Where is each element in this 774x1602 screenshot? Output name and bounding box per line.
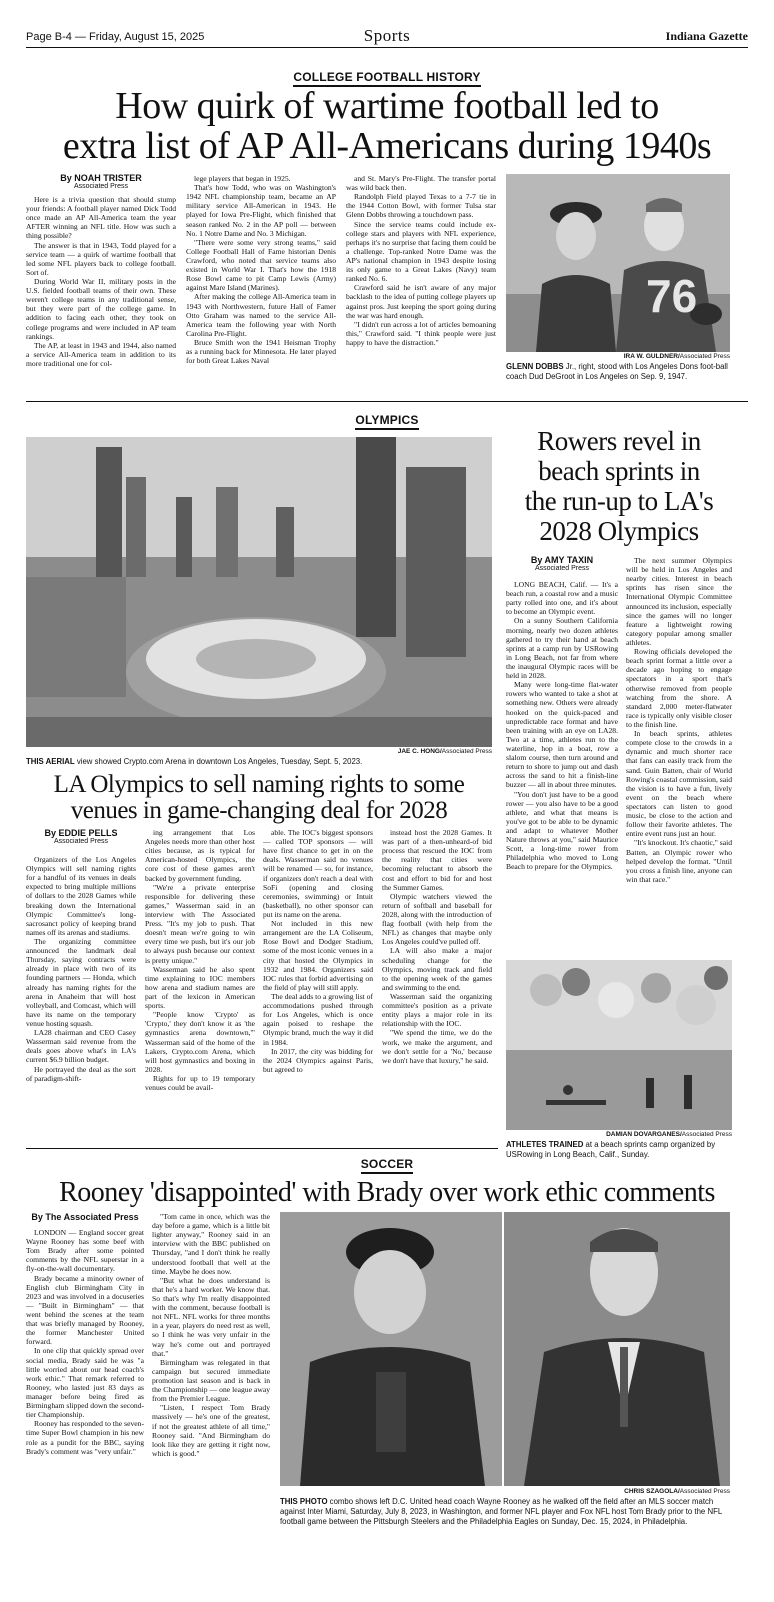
brady-photo-art — [504, 1212, 730, 1486]
arena-caption: THIS AERIAL view showed Crypto.com Arena in downtown Los Angeles, Tuesday, Sept. 5, 2023. — [26, 757, 363, 766]
soccer-headline: Rooney 'disappointed' with Brady over work ethic comments — [59, 1177, 715, 1208]
dobbs-photo-art — [506, 174, 730, 352]
page-header — [26, 26, 748, 48]
olympics-headline: LA Olympics to sell naming rights to some venues in game-changing deal for 2028 — [53, 771, 465, 824]
arena-aerial-photo — [26, 437, 492, 747]
soccer-byline-block — [26, 1212, 144, 1222]
story1-byline-block — [26, 173, 176, 196]
olympics-byline-block — [26, 828, 136, 851]
rowers-col2: The next summer Olympics will be held in Los Angeles and nearby cities. Interest in beach sprints has risen since the International Olympic Committee announced its inclusion, especially since the games will no longer feature a lightweight rowing category popular among smaller athletes. Rowing officials developed the beach sprint format a little over a decade ago hoping to engage spectators in a sport that's otherwise removed from people watching from the shore. A standard 2,000 meter-flatwater race is typically only visible closer to the finish line. In beach sprints, athletes compete close to the crowds in a dynamic and much shorter race that fans can easily track from the sand. Guin Batten, chair of World Rowing's coastal commission, said the vision is to have a fun, lively event on the beach where spectators can listen to good music, be close to the action and follow their favorite athletes. The entire event runs just an hour. "It's knockout. It's chaotic," said Batten, an Olympic rower who helped develop the format. "Until you cross a finish line, anyone can win that race." — [626, 556, 732, 884]
olympics-org: Associated Press — [53, 838, 109, 845]
rowers-photo-credit: DAMIAN DOVARGANES/Associated Press — [606, 1131, 732, 1138]
soccer-byline: By The Associated Press — [31, 1212, 139, 1222]
brady-photo — [504, 1212, 730, 1486]
paper-name: Indiana Gazette — [665, 29, 748, 43]
divider — [26, 1148, 498, 1149]
rooney-photo-art — [280, 1212, 502, 1486]
section-name: Sports — [363, 26, 411, 45]
olympics-col3: able. The IOC's biggest sponsors — called TOP sponsors — will have first chance to get in on the deals. Wasserman said no venues will be renamed — so, for instance, if organizers don't reach a deal with SoFi (opening and closing ceremonies, swimming) or Intuit (basketball), no other sponsor can put its name on the arena. Not included in this new arrangement are the LA Coliseum, Rose Bowl and Dodger Stadium, some of the most iconic venues in a city that hosted the Olympics in 1932 and 1984. Organizers said IOC rules that forbid advertising on the field of play will still apply. The deal adds to a growing list of accommodations pushed through for Los Angeles, which is once again poised to reshape the Olympic brand, much the way it did in 1984. In 2017, the city was bidding for the 2024 Olympics against Paris, but agreed to — [263, 828, 373, 1074]
rowers-org: Associated Press — [534, 565, 590, 572]
rowers-byline-block — [506, 555, 618, 578]
divider — [26, 401, 748, 402]
story1-col2: lege players that began in 1925. That's how Todd, who was on Washington's 1942 NFL championship team, became an AP military service All-American in 1943. He played for Iowa Pre-Flight, which finished that season ranked No. 2 in the AP poll — between No. 1 Notre Dame and No. 3 Michigan. "There were some very strong teams," said College Football Hall of Fame historian Denis Crawford, who noted that service teams also existed in World War I. That's how the 1918 Rose Bowl came to pit Camp Lewis (Army) against Mare Island (Marines). After making the college All-America team in 1943 with Northwestern, future Hall of Famer Otto Graham was named to the service All-America team the following year with North Carolina Pre-Flight. Bruce Smith won the 1941 Heisman Trophy as a running back for Minnesota. He later played for both Great Lakes Naval — [186, 174, 336, 366]
soccer-kicker: SOCCER — [26, 1157, 748, 1171]
rowers-photo — [506, 960, 732, 1130]
olympics-col4: instead host the 2028 Games. It was part of a then-unheard-of bid process that rescued the IOC from the reality that cities were becoming reluctant to absorb the cost and effort to bid for and host the Summer Games. Olympic watchers viewed the return of softball and baseball for 2028, along with the introduction of flag football (with help from the NFL) as changes that maybe only Los Angeles could've pulled off. LA will also make a major scheduling change for the Olympics, moving track and field to the opening week of the games and swimming to the end. Wasserman said the organizing committee's position as a private entity plays a major role in its relationship with the IOC. "We spend the time, we do the work, we make the argument, and we don't settle for a 'No,' because we don't have that luxury," he said. — [382, 828, 492, 1065]
olympics-kicker: OLYMPICS — [26, 413, 748, 427]
soccer-caption: THIS PHOTO combo shows left D.C. United head coach Wayne Rooney as he walked off the field after an MLS soccer match against Inter Miami, Saturday, July 8, 2023, in Washington, and former NFL player and Fox NFL host Tom Brady prior to the NFL football game between the Pittsburgh Steelers and the Philadelphia Eagles on Sunday, Dec. 15, 2024, in Philadelphia. — [280, 1497, 722, 1527]
olympics-byline: By EDDIE PELLS — [44, 828, 118, 838]
rowers-caption: ATHLETES TRAINED at a beach sprints camp organized by USRowing in Long Beach, Calif., Sunday. — [506, 1140, 716, 1160]
soccer-col1: LONDON — England soccer great Wayne Rooney has some beef with Tom Brady after some pointed comments by the NFL superstar in a fly-on-the-wall documentary. Brady became a minority owner of English club Birmingham City in 2023 and was involved in a docuseries — "Built in Birmingham" — that went behind the scenes at the team that was briefly managed by Rooney, the former Manchester United forward. In one clip that quickly spread over social media, Brady said he was "a little worried about our head coach's work ethic." That remark referred to Rooney, who lasted just 83 days as manager before being fired as Birmingham slipped down the second-tier Championship. Rooney has responded to the seven-time Super Bowl champion in his new role as a pundit for the BBC, saying Brady's comment was "very unfair." — [26, 1228, 144, 1456]
jersey-number: 76 — [646, 270, 698, 322]
page-date: Page B-4 — Friday, August 15, 2025 — [26, 31, 205, 43]
dobbs-caption: GLENN DOBBS Jr., right, stood with Los Angeles Dons foot-ball coach Dud DeGroot in Los Angeles on Sep. 9, 1947. — [506, 362, 728, 382]
story1-col3: and St. Mary's Pre-Flight. The transfer portal was wild back then. Randolph Field played Texas to a 7-7 tie in the 1944 Cotton Bowl, with former Tulsa star Glenn Dobbs throwing a touchdown pass. Since the service teams could include ex-college stars and players with NFL experience, perhaps it's no surprise that facing them could be a challenge. Top-ranked Notre Dame was the AP's national champion in 1943 despite losing its only game to a Great Lakes (Navy) team ranked No. 6. Crawford said he isn't aware of any major backlash to the idea of putting college players up against pros. Just keeping the sport going during the war was hard enough. "I didn't run across a lot of articles bemoaning this," Crawford said. "I think people were just happy to have the distraction." — [346, 174, 496, 347]
story1-org: Associated Press — [73, 183, 129, 190]
rowers-photo-art — [506, 960, 732, 1130]
story1-kicker: COLLEGE FOOTBALL HISTORY — [26, 70, 748, 84]
rowers-byline: By AMY TAXIN — [530, 555, 594, 565]
rooney-photo — [280, 1212, 502, 1486]
rowers-headline: Rowers revel in beach sprints in the run-up to LA's 2028 Olympics — [524, 426, 714, 546]
arena-photo-credit: JAE C. HONG/Associated Press — [397, 748, 492, 755]
rowers-col1: LONG BEACH, Calif. — It's a beach run, a coastal row and a music party rolled into one, and it's about to become an Olympic event. On a sunny Southern California morning, nearly two dozen athletes gathered to try their hand at beach sprints at a camp run by USRowing in Long Beach, not far from where the inaugural Olympic races will be held in 2028. Many were long-time flat-water rowers who wanted to take a shot at something new. Others were already hooked on the quick-paced and unpredictable race format and have been training with an eye on LA28. Two at a time, athletes run to the waterline, hop in a boat, row a slalom course, then turn around and return to shore to jump out and dash across the sand to hit a finish-line buzzer — all in about three minutes. "You don't just have to be a good rower — you also have to be a good athlete, and what that means is you've got to be able to be dynamic and adapt to whatever Mother Nature throws at you," said Maurice Scott, a long-time rower from Philadelphia who moved to Long Beach to prepare for the Olympics. — [506, 580, 618, 872]
olympics-col2: ing arrangement that Los Angeles needs more than other host cities because, as is typical for American-hosted Olympics, the core cost of these games aren't backed by government funding. "We're a private enterprise responsible for delivering these games," Wasserman said in an interview with The Associated Press. "It's my job to push. That doesn't mean we're going to win every time we push, but it's our job to always push because our context is pretty unique." Wasserman said he also spent time explaining to IOC members how arena and stadium names are part of the lexicon in American sports. "People know 'Crypto' as 'Crypto,' they don't know it as 'the gymnastics arena downtown,'" Wasserman said of the home of the Lakers, Crypto.com Arena, which will host gymnastics and boxing in 2028. Rights for up to 19 temporary venues could be avail- — [145, 828, 255, 1093]
story1-byline: By NOAH TRISTER — [60, 173, 142, 183]
soccer-photo-credit: CHRIS SZAGOLA/Associated Press — [624, 1488, 730, 1495]
story1-headline: How quirk of wartime football led to extra list of AP All-Americans during 1940s — [62, 85, 712, 167]
arena-aerial-art — [26, 437, 492, 747]
story1-col1: Here is a trivia question that should stump your friends: A football player named Dick Todd once made an AP All-America team the year AFTER winning an NFL title. How was such a thing possible? The answer is that in 1943, Todd played for a service team — a quirk of wartime football that led some NFL players back to college football. Sort of. During World War II, military posts in the U.S. fielded football teams of their own. These weren't college teams in any traditional sense, but they were part of the college game. In addition to facing each other, they took on college programs and were included in AP team rankings. The AP, at least in 1943 and 1944, also named a service All-America team in addition to its more traditional one for col- — [26, 195, 176, 368]
olympics-col1: Organizers of the Los Angeles Olympics will sell naming rights for a handful of its venues in deals expected to bring multiple millions of dollars to the 2028 Games while breaking down the International Olympic Committee's long-sacrosanct policy of keeping brand names off its arenas and stadiums. The organizing committee announced the landmark deal Thursday, saying contracts were already in place with two of its founding partners — Honda, which already has naming rights for the arena in Anaheim that will host volleyball, and Comcast, which will have its name on the temporary venue hosting squash. LA28 chairman and CEO Casey Wasserman said revenue from the deals goes above what's in LA's current $6.9 billion budget. He portrayed the deal as the sort of paradigm-shift- — [26, 855, 136, 1083]
dobbs-photo — [506, 174, 730, 352]
soccer-col2: "Tom came in once, which was the day before a game, which is a little bit lighter anyway," Rooney said in an interview with the BBC published on Thursday, "and I don't think he really understood football that well at the time. Maybe he does now. "But what he does understand is that he's a hard worker. We know that. So that's why I'm really disappointed with the comment, because football is not NFL. NFL works for three months in a year, players do need rest as well, so I think he was very unfair in the way he's come out and portrayed that." Birmingham was relegated in that campaign but secured immediate promotion last season and is back in the Championship — one league away from the Premier League. "Listen, I respect Tom Brady massively — he's one of the greatest, if not the greatest athlete of all time," Rooney said. "And Birmingham do look like they are getting it right now, which is good." — [152, 1212, 270, 1458]
dobbs-photo-credit: IRA W. GULDNER/Associated Press — [623, 353, 730, 360]
